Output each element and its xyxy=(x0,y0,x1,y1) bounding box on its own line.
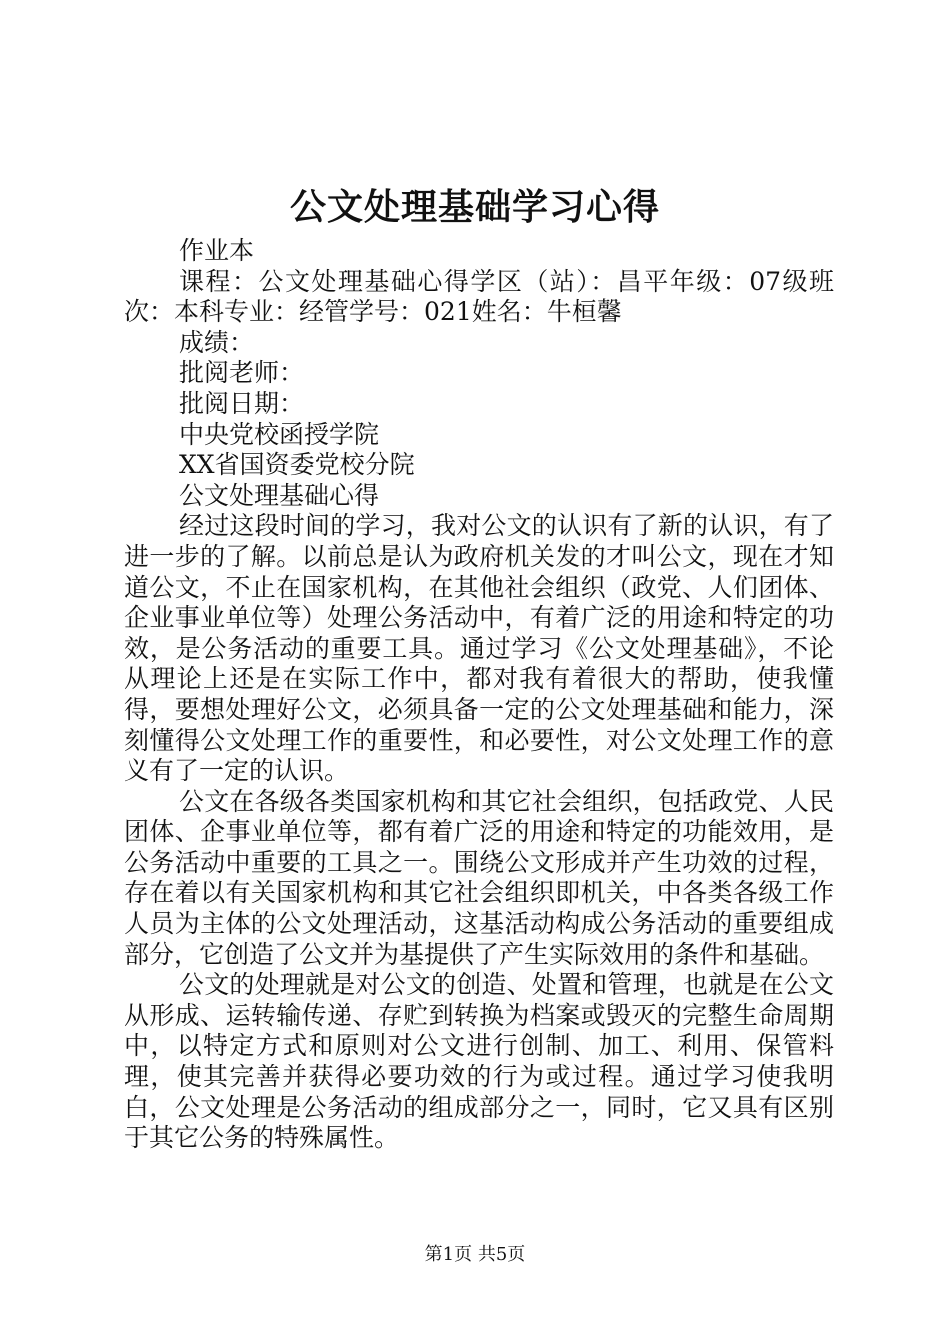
header-line-school: 中央党校函授学院 xyxy=(179,419,380,449)
header-line-label: 作业本 xyxy=(179,236,255,265)
header-line-branch: XX省国资委党校分院 xyxy=(179,450,415,480)
header-line-subtitle: 公文处理基础心得 xyxy=(179,480,380,510)
header-line-review-date: 批阅日期： xyxy=(179,388,305,418)
page-footer: 第1页 共5页 xyxy=(424,1244,526,1265)
header-line-score: 成绩： xyxy=(179,327,255,357)
document-body xyxy=(124,236,834,1154)
document-title: 公文处理基础学习心得 xyxy=(289,186,660,228)
body-paragraph: 公文的处理就是对公文的创造、处置和管理，也就是在公文从形成、运转输传递、存贮到转换为档案或毁灭的完整生命周期中，以特定方式和原则对公文进行创制、加工、利用、保管料理，使其完善并获得必要功效的行为或过程。通过学习使我明白，公文处理是公务活动的组成部分之一，同时，它又具有区别于其它公务的特殊属性。 xyxy=(124,970,834,1153)
header-line-reviewer: 批阅老师： xyxy=(179,358,305,388)
body-paragraph: 经过这段时间的学习，我对公文的认识有了新的认识，有了进一步的了解。以前总是认为政府机关发的才叫公文，现在才知道公文，不止在国家机构，在其他社会组织（政党、人们团体、企业事业单位等）处理公务活动中，有着广泛的用途和特定的功效，是公务活动的重要工具。通过学习《公文处理基础》，不论从理论上还是在实际工作中，都对我有着很大的帮助，使我懂得，要想处理好公文，必须具备一定的公文处理基础和能力，深刻懂得公文处理工作的重要性，和必要性，对公文处理工作的意义有了一定的认识。 xyxy=(124,511,834,786)
header-line-course-info: 课程：公文处理基础心得学区（站）：昌平年级：07级班次：本科专业：经管学号：021姓名：牛桓馨 xyxy=(124,266,834,327)
body-paragraph: 公文在各级各类国家机构和其它社会组织，包括政党、人民团体、企事业单位等，都有着广泛的用途和特定的功能效用，是公务活动中重要的工具之一。围绕公文形成并产生功效的过程，存在着以有关国家机构和其它社会组织即机关，中各类各级工作人员为主体的公文处理活动，这基活动构成公务活动的重要组成部分，它创造了公文并为基提供了产生实际效用的条件和基础。 xyxy=(124,786,834,969)
